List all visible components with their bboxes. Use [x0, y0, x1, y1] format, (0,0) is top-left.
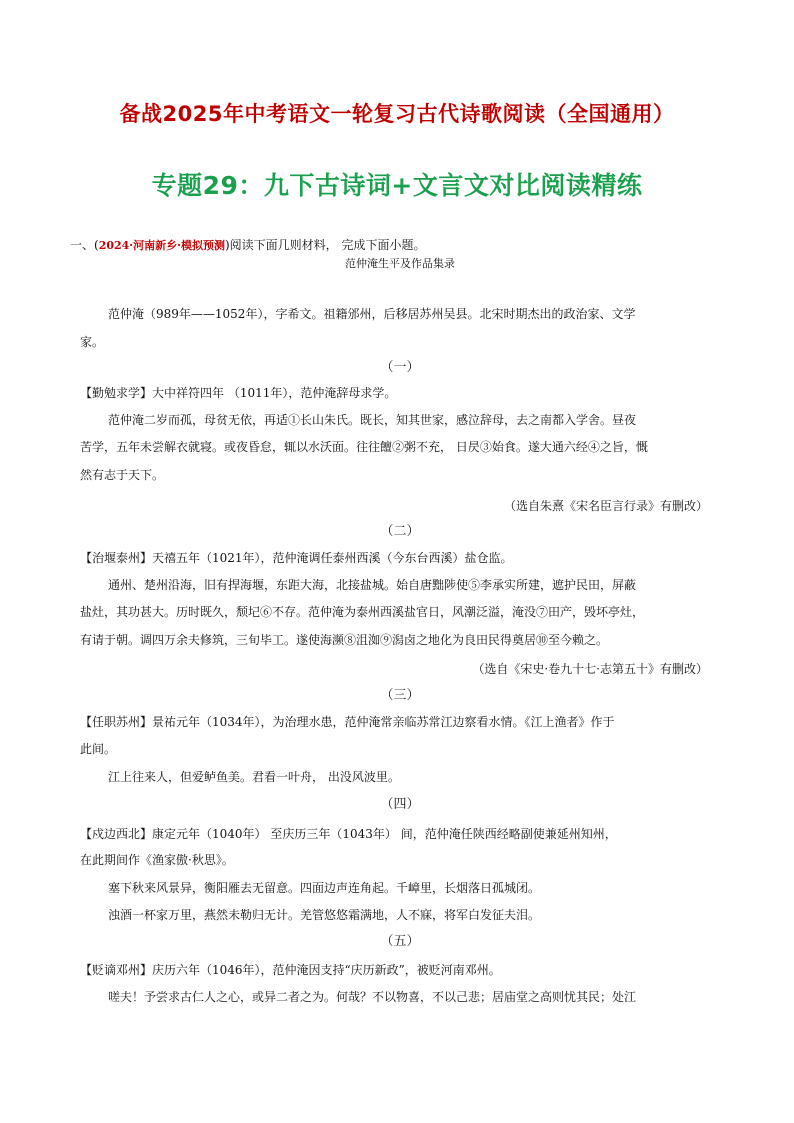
section-line: 【治堰泰州】天禧五年（1021年），范仲淹调任泰州西溪（今东台西溪）盐仓监。: [80, 551, 513, 565]
poem-line: 江上往来人，但爱鲈鱼美。君看一叶舟， 出没风波里。: [108, 770, 400, 784]
question-number: 一、(: [70, 238, 99, 252]
section-source: （选自《宋史·卷九十七·志第五十》有删改）: [472, 662, 708, 676]
section-line: 然有志于天下。: [80, 468, 165, 482]
section-line: 嗟夫！予尝求古仁人之心，或异二者之为。何哉？不以物喜，不以己悲；居庙堂之高则忧其民；处江: [108, 990, 637, 1004]
section-line: 在此期间作《渔家傲·秋思》。: [80, 853, 234, 867]
question-heading: [70, 237, 710, 254]
document-title: 备战2025年中考语文一轮复习古代诗歌阅读（全国通用）: [119, 102, 675, 126]
section-line: 通州、楚州沿海，旧有捍海堰，东距大海，北接盐城。始自唐黜陟使⑤李承实所建，遮护民田，屏蔽: [108, 578, 637, 592]
material-title: 范仲淹生平及作品集录: [345, 257, 455, 270]
section-line: 范仲淹二岁而孤，母贫无依，再适①长山朱氏。既长，知其世家，感泣辞母，去之南都入学舍。昼夜: [108, 413, 637, 427]
question-source-tag: 2024·河南新乡·模拟预测: [98, 239, 225, 252]
section-line: 【戍边西北】康定元年（1040年） 至庆历三年（1043年） 间，范仲淹任陕西经略副使兼延州知州，: [80, 827, 617, 841]
section-line: 苦学，五年未尝解衣就寝。或夜昏怠，辄以水沃面。往往饘②粥不充， 日昃③始食。遂大通六经④之旨，慨: [80, 440, 648, 454]
section-line: 【勤勉求学】大中祥符四年 （1011年），范仲淹辞母求学。: [80, 386, 397, 400]
section-marker: （一）: [380, 360, 420, 375]
section-line: 【贬谪邓州】庆历六年（1046年），范仲淹因支持“庆历新政”，被贬河南邓州。: [80, 963, 501, 977]
question-instruction: )阅读下面几则材料， 完成下面小题。: [224, 238, 426, 252]
section-line: 此间。: [80, 742, 117, 756]
section-marker: （四）: [380, 797, 420, 812]
section-marker: （二）: [380, 524, 420, 539]
document-body: [70, 0, 720, 1123]
section-line: 【任职苏州】景祐元年（1034年），为治理水患，范仲淹常亲临苏常江边察看水情。《江上渔者》作于: [80, 715, 615, 729]
poem-line: 塞下秋来风景异，衡阳雁去无留意。四面边声连角起。千嶂里，长烟落日孤城闭。: [108, 881, 541, 895]
section-line: 盐灶，其功甚大。历时既久，颓圮⑥不存。范仲淹为泰州西溪盐官日，风潮泛溢，淹没⑦田产，毁坏亭灶，: [80, 605, 645, 619]
section-source: （选自朱熹《宋名臣言行录》有删改）: [503, 499, 708, 513]
section-line: 有请于朝。调四万余夫修筑，三旬毕工。遂使海濒⑧沮洳⑨潟卤之地化为良田民得奠居⑩至今赖之。: [80, 633, 609, 647]
intro-line: 家。: [80, 335, 105, 349]
topic-subtitle: 专题29：九下古诗词+文言文对比阅读精练: [151, 171, 643, 200]
poem-line: 浊酒一杯家万里，燕然未勒归无计。羌管悠悠霜满地，人不寐，将军白发征夫泪。: [108, 908, 541, 922]
intro-line: 范仲淹（989年——1052年），字希文。祖籍邠州，后移居苏州吴县。北宋时期杰出的政治家、文学: [108, 307, 636, 321]
section-marker: （三）: [380, 688, 420, 703]
section-marker: （五）: [380, 934, 420, 949]
